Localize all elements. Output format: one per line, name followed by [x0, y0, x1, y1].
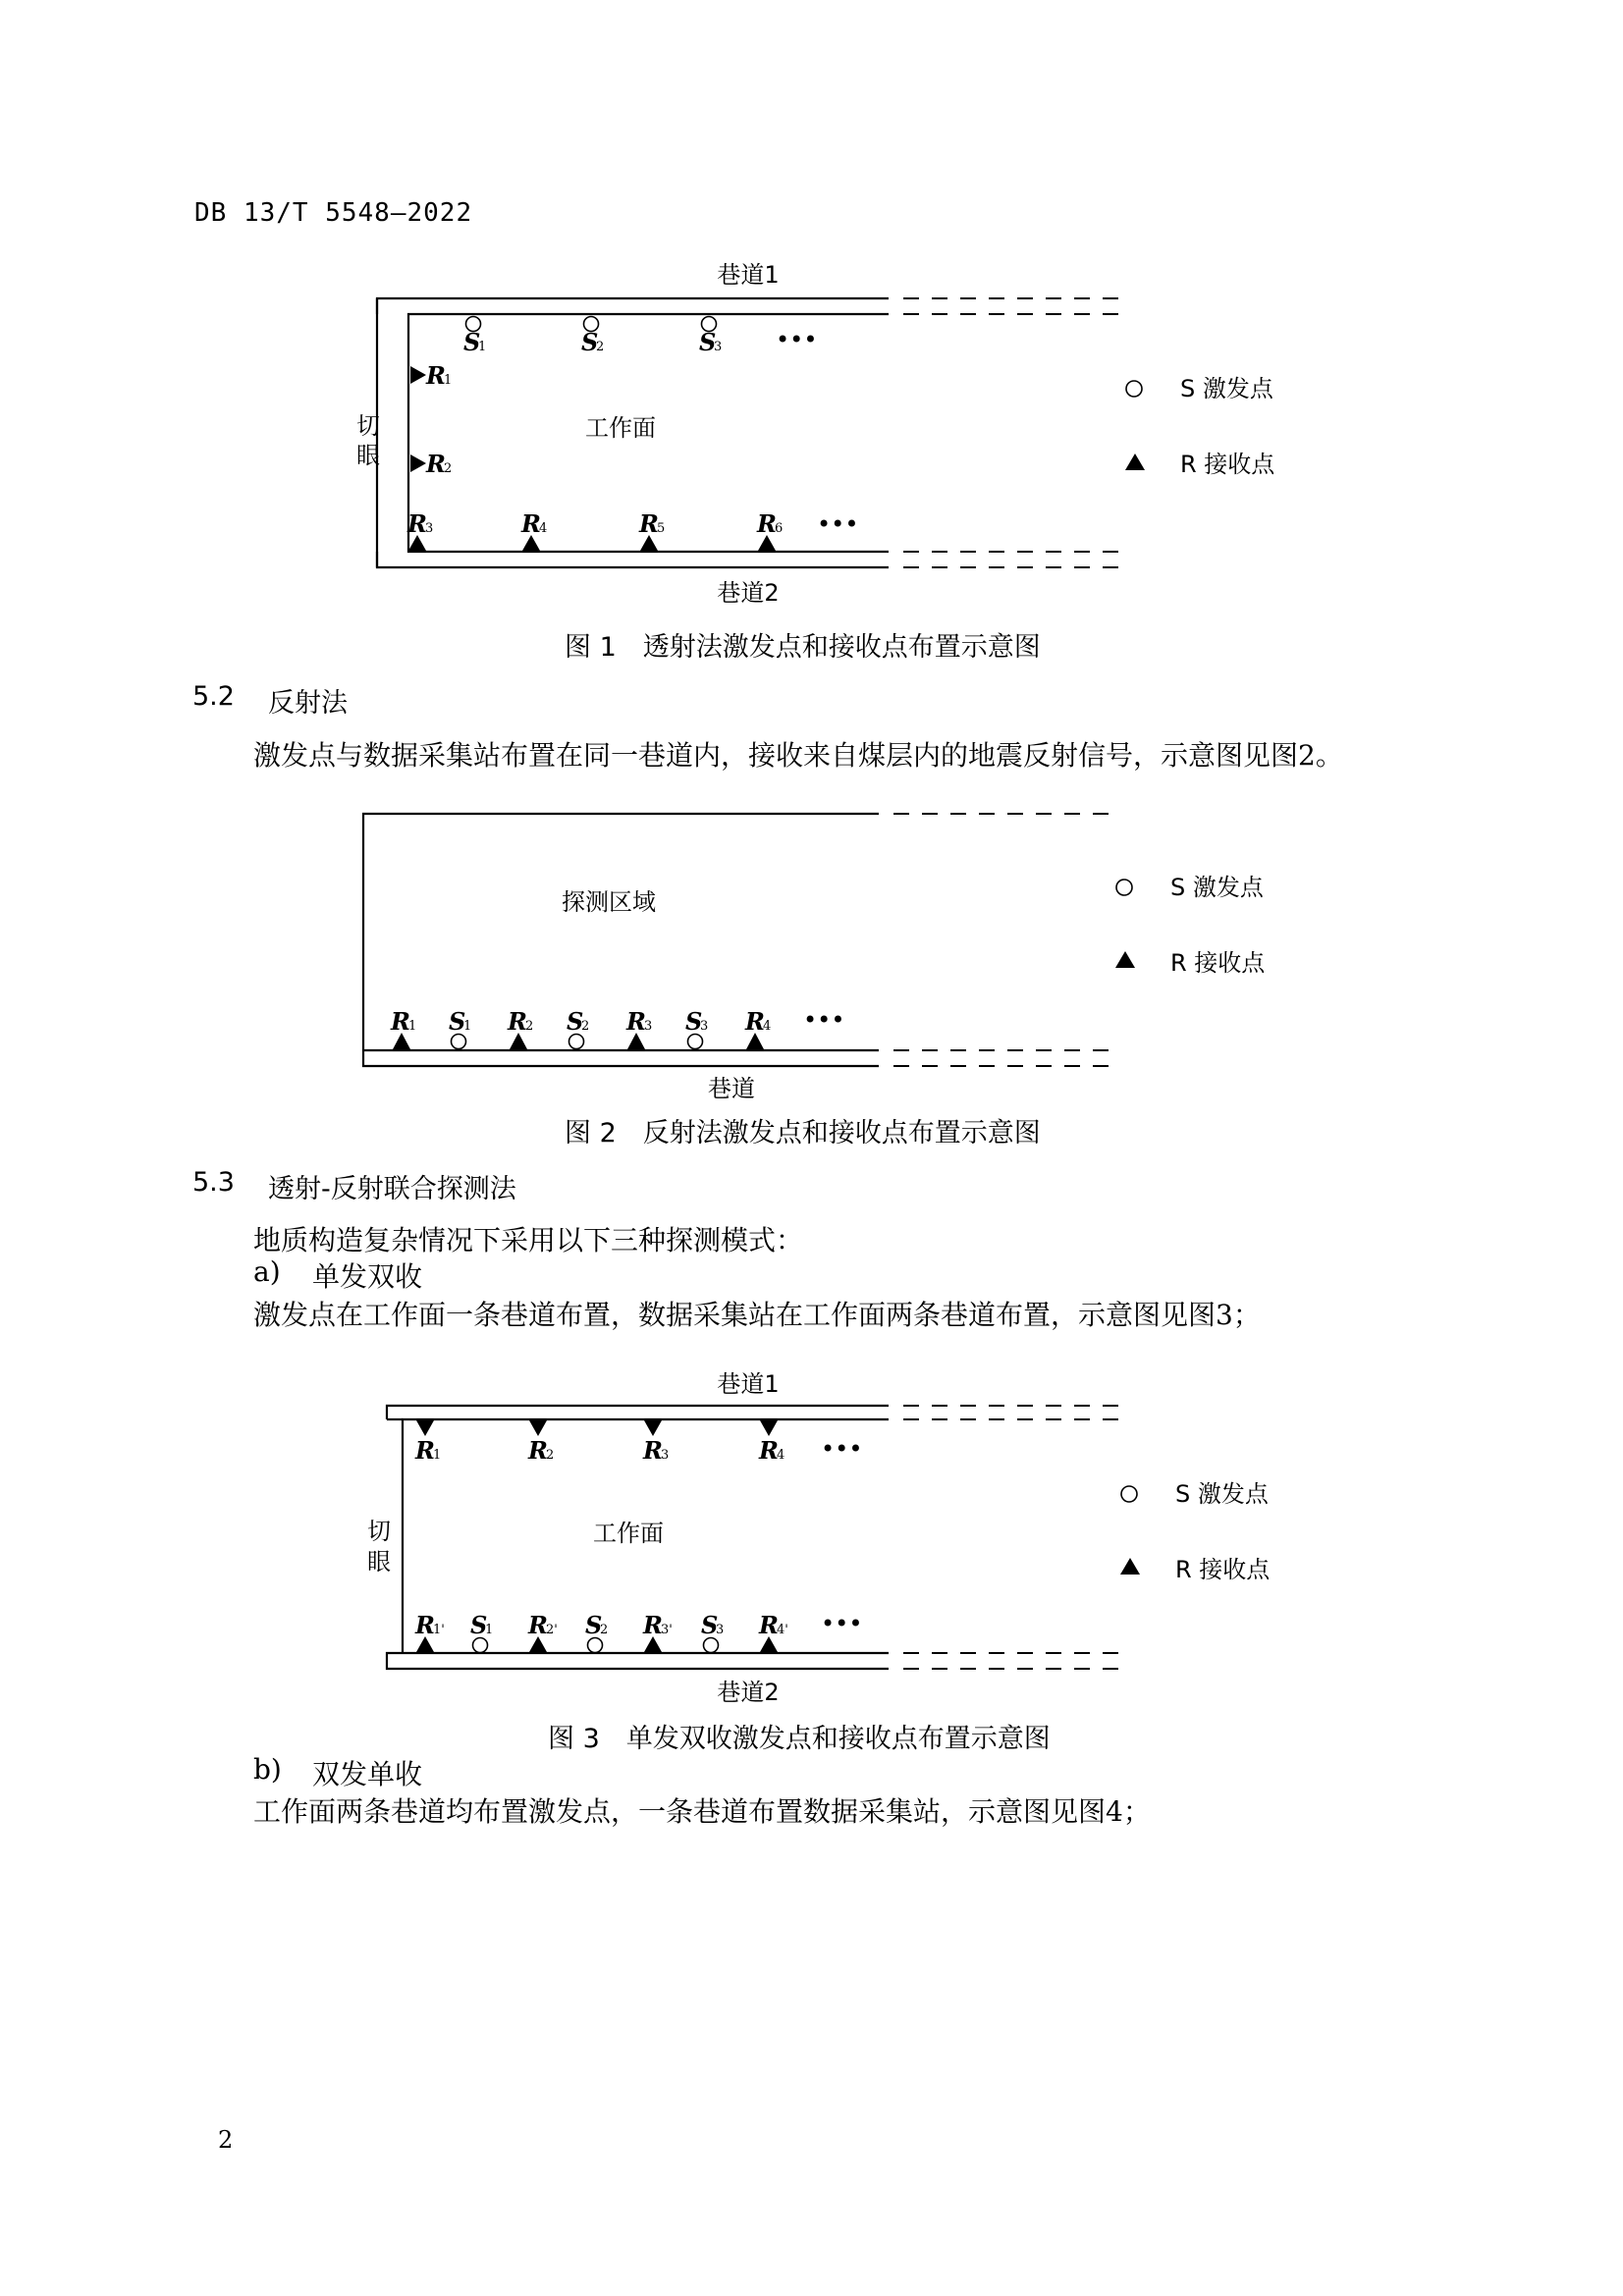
roadway-label: 巷道 [708, 1075, 755, 1102]
ellipsis: ••• [803, 1006, 845, 1034]
point-label-sub: 4' [777, 1623, 788, 1637]
section-5-2-title: 反射法 [268, 688, 348, 719]
working-face-label: 工作面 [585, 414, 656, 442]
point-label: S [470, 1611, 488, 1639]
point-label-sub: 3 [716, 1623, 725, 1637]
point-label-sub: 1 [463, 1019, 472, 1034]
item-a-marker: a) [253, 1255, 281, 1288]
point-label: S [685, 1007, 703, 1036]
section-5-2-body: 激发点与数据采集站布置在同一巷道内，接收来自煤层内的地震反射信号，示意图见图2。 [253, 739, 1343, 772]
receiver-label-sub: 2 [444, 461, 453, 476]
source-label-sub: 2 [596, 340, 605, 354]
receiver-label: R [759, 1436, 779, 1465]
receiver-label: R [757, 509, 777, 538]
point-label: S [585, 1611, 603, 1639]
point-label: R [528, 1611, 548, 1639]
item-b-title: 双发单收 [312, 1758, 423, 1790]
legend-receiver-label: R 接收点 [1175, 1556, 1271, 1583]
legend-receiver-label: R 接收点 [1170, 949, 1266, 977]
point-label-sub: 3' [661, 1623, 673, 1637]
point-label: S [449, 1007, 466, 1036]
point-label-sub: 3 [700, 1019, 709, 1034]
legend-source-label: S 激发点 [1180, 375, 1273, 402]
receiver-label-sub: 1 [444, 373, 453, 388]
point-label-sub: 3 [644, 1019, 653, 1034]
point-label: S [567, 1007, 584, 1036]
source-label: S [699, 328, 717, 356]
item-a-body: 激发点在工作面一条巷道布置，数据采集站在工作面两条巷道布置，示意图见图3； [253, 1299, 1261, 1331]
roadway-2-label: 巷道2 [717, 579, 780, 607]
source-point [452, 1035, 703, 1049]
figure-1-diagram [0, 255, 1623, 618]
source-label-sub: 3 [714, 340, 723, 354]
figure-1-caption: 图 1 透射法激发点和接收点布置示意图 [565, 632, 1041, 663]
detection-area-label: 探测区域 [562, 888, 656, 916]
section-5-3-intro: 地质构造复杂情况下采用以下三种探测模式： [253, 1224, 804, 1256]
receiver-label: R [528, 1436, 548, 1465]
receiver-label: R [639, 509, 659, 538]
legend-receiver-icon [1120, 1558, 1140, 1575]
point-label-sub: 1 [408, 1019, 417, 1034]
figure-3-diagram [0, 1360, 1623, 1713]
working-face-label: 工作面 [593, 1520, 664, 1547]
section-5-2-number: 5.2 [192, 681, 235, 712]
item-b-marker: b) [253, 1753, 282, 1786]
figure-3-caption: 图 3 单发双收激发点和接收点布置示意图 [548, 1724, 1051, 1754]
cut-label-2: 眼 [356, 442, 380, 469]
point-label-sub: 1 [485, 1623, 494, 1637]
receiver-label-sub: 1 [433, 1448, 442, 1463]
receiver-label: R [407, 509, 427, 538]
document-code: DB 13/T 5548—2022 [194, 198, 473, 228]
section-5-3-title: 透射-反射联合探测法 [268, 1174, 516, 1204]
roadway-2-label: 巷道2 [717, 1679, 780, 1706]
point-label-sub: 2 [600, 1623, 609, 1637]
point-label-sub: 2' [546, 1623, 558, 1637]
figure-2-diagram [0, 795, 1623, 1114]
point-label-sub: 4 [763, 1019, 772, 1034]
source-label-sub: 1 [478, 340, 487, 354]
figure-2-caption: 图 2 反射法激发点和接收点布置示意图 [565, 1118, 1041, 1148]
point-label: R [391, 1007, 410, 1036]
receiver-label-sub: 4 [539, 521, 548, 536]
receiver-triangle-down [416, 1420, 778, 1436]
ellipsis: ••• [817, 510, 859, 538]
source-point [473, 1638, 719, 1653]
receiver-label: R [521, 509, 541, 538]
legend-receiver-icon [1125, 454, 1145, 470]
receiver-label-sub: 3 [661, 1448, 670, 1463]
source-label: S [581, 328, 599, 356]
point-label: R [745, 1007, 765, 1036]
legend-source-icon [1121, 1486, 1137, 1502]
legend-source-label: S 激发点 [1175, 1480, 1269, 1508]
receiver-label-sub: 2 [546, 1448, 555, 1463]
point-label-sub: 2 [525, 1019, 534, 1034]
page-number: 2 [218, 2126, 234, 2154]
ellipsis: ••• [821, 1435, 863, 1463]
roadway-1-label: 巷道1 [717, 261, 780, 289]
ellipsis: ••• [821, 1610, 863, 1637]
receiver-label: R [415, 1436, 435, 1465]
point-label: R [626, 1007, 646, 1036]
section-5-3-number: 5.3 [192, 1167, 235, 1198]
cut-label-1: 切 [367, 1518, 391, 1545]
receiver-label-sub: 5 [657, 521, 666, 536]
roadway-1-label: 巷道1 [717, 1370, 780, 1398]
receiver-label: R [426, 361, 446, 390]
receiver-label-sub: 4 [777, 1448, 785, 1463]
legend-receiver-label: R 接收点 [1180, 451, 1275, 478]
point-label: R [508, 1007, 527, 1036]
point-label: R [643, 1611, 663, 1639]
point-label: R [415, 1611, 435, 1639]
item-a-title: 单发双收 [312, 1260, 423, 1293]
receiver-label: R [426, 450, 446, 478]
cut-label-2: 眼 [367, 1548, 391, 1575]
receiver-triangle-right [410, 366, 426, 472]
receiver-triangle-up [408, 535, 776, 551]
receiver-label: R [643, 1436, 663, 1465]
item-b-body: 工作面两条巷道均布置激发点，一条巷道布置数据采集站，示意图见图4； [253, 1795, 1151, 1828]
legend-receiver-icon [1115, 951, 1135, 968]
point-label-sub: 2 [581, 1019, 590, 1034]
receiver-label-sub: 3 [425, 521, 434, 536]
receiver-label-sub: 6 [775, 521, 784, 536]
point-label: R [759, 1611, 779, 1639]
point-label: S [701, 1611, 719, 1639]
legend-source-icon [1126, 381, 1142, 397]
source-label: S [463, 328, 481, 356]
point-label-sub: 1' [433, 1623, 445, 1637]
ellipsis: ••• [776, 326, 818, 353]
cut-label-1: 切 [356, 412, 380, 440]
legend-source-label: S 激发点 [1170, 874, 1264, 901]
legend-source-icon [1116, 880, 1132, 895]
